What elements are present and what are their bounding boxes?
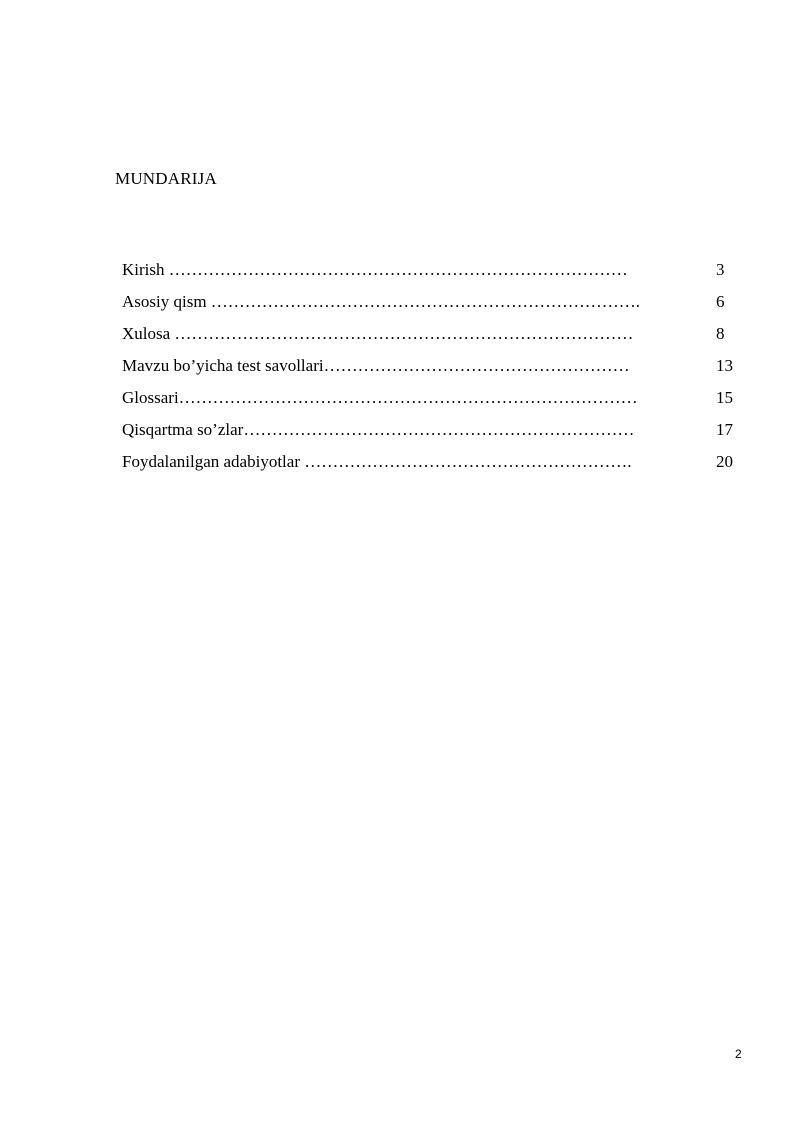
toc-row	[122, 386, 742, 418]
page-title: MUNDARIJA	[115, 169, 217, 188]
table-of-contents	[122, 258, 742, 482]
toc-page-number: 13	[716, 356, 733, 375]
toc-entry: Xulosa ………………………………………………………………………	[122, 324, 634, 343]
toc-entry: Kirish ………………………………………………………………………	[122, 260, 628, 279]
toc-page-number: 17	[716, 420, 733, 439]
toc-row	[122, 258, 742, 290]
toc-row	[122, 290, 742, 322]
toc-page-number: 6	[716, 292, 725, 311]
toc-row	[122, 450, 742, 482]
toc-page-number: 8	[716, 324, 725, 343]
toc-row	[122, 322, 742, 354]
page-number: 2	[735, 1047, 742, 1061]
toc-entry: Foydalanilgan adabiyotlar ………………………………………………….	[122, 452, 632, 471]
toc-entry: Qisqartma so’zlar……………………………………………………………	[122, 420, 635, 439]
toc-page-number: 3	[716, 260, 725, 279]
toc-entry: Asosiy qism ………………………………………………………………….	[122, 292, 641, 311]
toc-page-number: 20	[716, 452, 733, 471]
toc-row	[122, 418, 742, 450]
toc-row	[122, 354, 742, 386]
toc-page-number: 15	[716, 388, 733, 407]
toc-entry: Mavzu bo’yicha test savollari………………………………………………	[122, 356, 630, 375]
toc-entry: Glossari………………………………………………………………………	[122, 388, 638, 407]
